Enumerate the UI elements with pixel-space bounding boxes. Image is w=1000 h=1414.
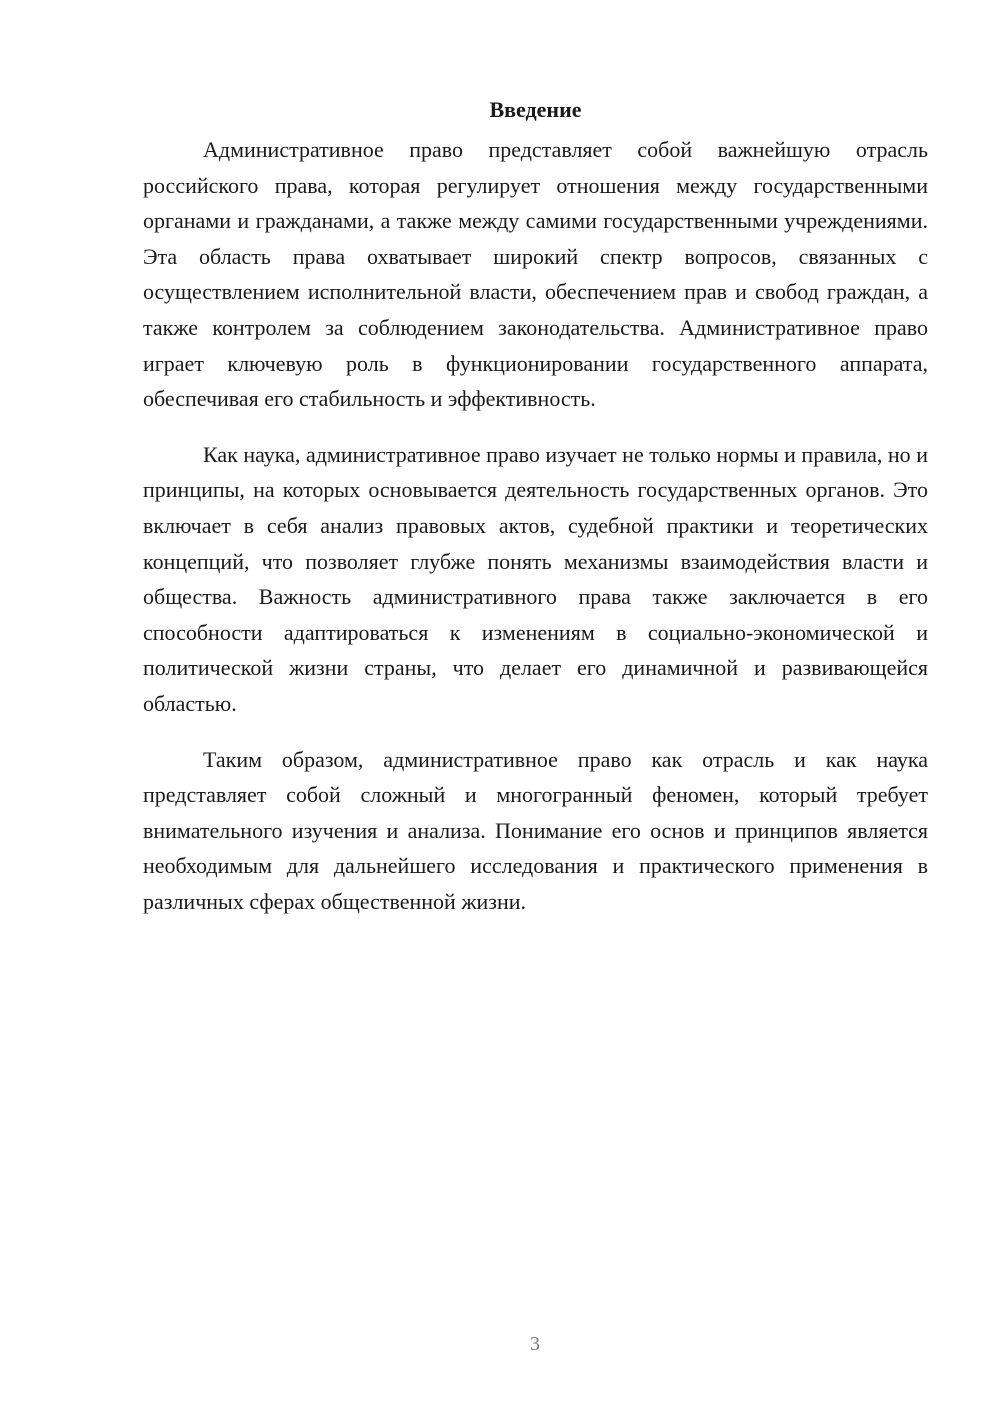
paragraph-science: Как наука, административное право изучает не только нормы и правила, но и принципы, на которых основывается деятельность государственных органов. Это включает в себя анализ правовых актов, судебной практики и теоретических концепций, что позволяет глубже понять механизмы взаимодействия власти и общества. Важность административного права также заключается в его способности адаптироваться к изменениям в социально-экономической и политической жизни страны, что делает его динамичной и развивающейся областью.	[143, 441, 928, 716]
section-heading: Введение	[489, 97, 582, 122]
page-number: 3	[530, 1333, 540, 1355]
paragraph-intro: Административное право представляет собой важнейшую отрасль российского права, которая регулирует отношения между государственными органами и гражданами, а также между самими государственными учреждениями. Эта область права охватывает широкий спектр вопросов, связанных с осуществлением исполнительной власти, обеспечением прав и свобод граждан, а также контролем за соблюдением законодательства. Административное право играет ключевую роль в функционировании государственного аппарата, обеспечивая его стабильность и эффективность.	[143, 137, 928, 412]
page-content	[143, 92, 928, 939]
paragraph-conclusion: Таким образом, административное право как отрасль и как наука представляет собой сложный и многогранный феномен, который требует внимательного изучения и анализа. Понимание его основ и принципов является необходимым для дальнейшего исследования и практического применения в различных сферах общественной жизни.	[143, 746, 928, 914]
